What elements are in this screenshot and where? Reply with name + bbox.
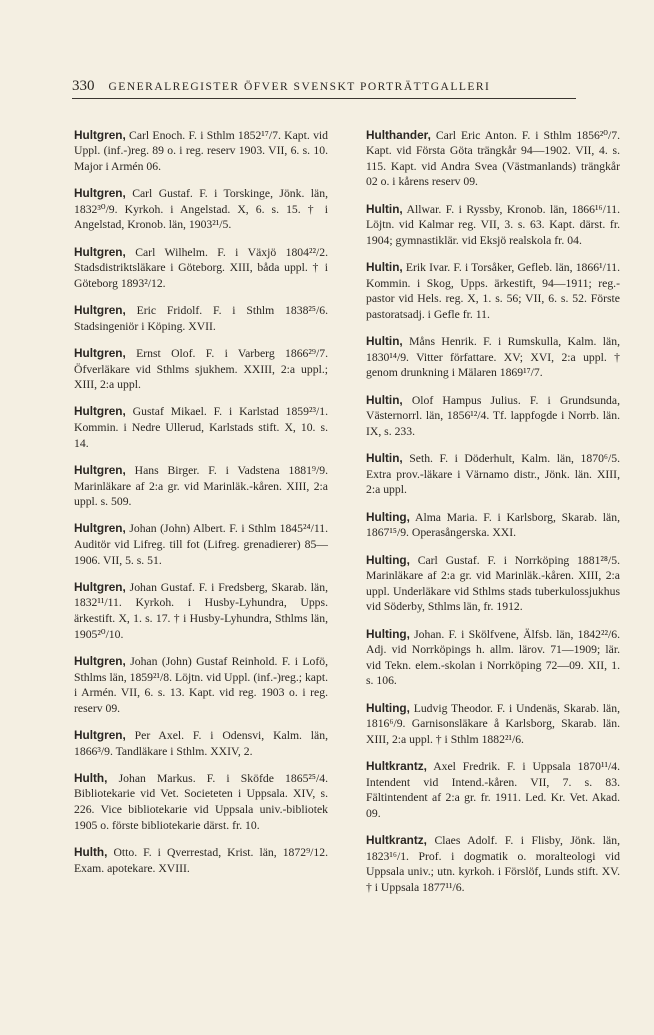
- entry-surname: Hulth,: [74, 844, 108, 859]
- register-entry: [366, 128, 620, 190]
- entry-text: Axel Fredrik. F. i Uppsala 1870¹¹/4. Intendent vid Intend.-kåren. VII, 7. s. 83. Fältintendent af 2:a gr. fr. 1911. Led. Kr. Vet. Akad. 09.: [366, 760, 620, 820]
- register-entry: [366, 202, 620, 249]
- register-entry: [74, 404, 328, 451]
- register-entry: [366, 334, 620, 381]
- entry-surname: Hultin,: [366, 260, 403, 275]
- register-entry: [74, 845, 328, 876]
- entry-surname: Hultgren,: [74, 345, 126, 360]
- entry-text: Allwar. F. i Ryssby, Kronob. län, 1866¹⁶/11. Löjtn. vid Kalmar reg. VII, 3. s. 63. Kapt. därst. fr. 1904; gymnastiklär. vid Eksjö realskola fr. 04.: [366, 202, 620, 247]
- register-entry: [74, 521, 328, 568]
- register-entry: [74, 771, 328, 833]
- entry-text: Olof Hampus Julius. F. i Grundsunda, Västernorrl. län, 1856¹²/4. Tf. lappfogde i Norrb. län. IX, s. 233.: [366, 393, 620, 438]
- entry-surname: Hultgren,: [74, 186, 126, 201]
- entry-surname: Hultin,: [366, 334, 403, 349]
- entry-text: Per Axel. F. i Odensvi, Kalm. län, 1866³/9. Tandläkare i Sthlm. XXIV, 2.: [74, 728, 329, 758]
- entry-surname: Hultin,: [366, 451, 403, 466]
- entry-surname: Hulthander,: [366, 127, 431, 142]
- entry-text: Seth. F. i Döderhult, Kalm. län, 1870⁶/5. Extra prov.-läkare i Värnamo distr., Jönk. län. XIII, 2:a uppl.: [366, 452, 621, 497]
- entry-surname: Hulting,: [366, 626, 410, 641]
- entry-surname: Hultin,: [366, 392, 403, 407]
- entry-text: Carl Gustaf. F. i Norrköping 1881²⁸/5. Marinläkare af 2:a gr. vid Marinläk.-kåren. XIII, 2:a uppl. Underläkare vid Sthlms stads tuberkulossjukhus vid Söderby, Sthlms län, fr. 1912.: [366, 553, 621, 614]
- entry-text: Johan (John) Albert. F. i Sthlm 1845²⁴/11. Auditör vid Lifreg. till fot (Lifreg. grenadierer) 85—1906. VII, 5. s. 51.: [74, 522, 328, 567]
- entry-text: Otto. F. i Qverrestad, Krist. län, 1872⁹/12. Exam. apotekare. XVIII.: [74, 845, 329, 875]
- entry-surname: Hultgren,: [74, 727, 126, 742]
- entry-surname: Hulting,: [366, 700, 410, 715]
- register-entry: [366, 759, 620, 821]
- entry-text: Johan. F. i Skölfvene, Älfsb. län, 1842²²/6. Adj. vid Norrköpings h. allm. lärov. 71—1909; lär. vid Tekn. elem.-skolan i Norrköping 72—09. XII, 1. s. 106.: [366, 627, 620, 688]
- entry-text: Johan (John) Gustaf Reinhold. F. i Lofö, Sthlms län, 1859²¹/8. Löjtn. vid Uppl. (inf.-)reg.; kapt. i Armén. VII, 6. s. 13. Kapt. vid reg. 1903 o. i reg. reserv 09.: [74, 654, 329, 715]
- page-header: [72, 78, 576, 99]
- entry-text: Gustaf Mikael. F. i Karlstad 1859²³/1. Kommin. i Nedre Ullerud, Karlstads stift. X, 10. s. 14.: [74, 405, 328, 450]
- register-entry: [366, 627, 620, 689]
- entry-text: Alma Maria. F. i Karlsborg, Skarab. län, 1867¹⁵/9. Operasångerska. XXI.: [366, 510, 620, 540]
- entry-surname: Hulting,: [366, 552, 410, 567]
- register-entry: [74, 303, 328, 334]
- register-entry: [74, 463, 328, 510]
- register-entry: [74, 245, 328, 292]
- register-entry: [74, 654, 328, 716]
- entry-surname: Hultin,: [366, 201, 403, 216]
- register-entry: [366, 701, 620, 748]
- entry-text: Ernst Olof. F. i Varberg 1866²⁹/7. Öfverläkare vid Sthlms sjukhem. XXIII, 2:a uppl.; XIII, 2:a uppl.: [74, 346, 328, 392]
- entry-text: Erik Ivar. F. i Torsåker, Gefleb. län, 1866¹/11. Kommin. i Skog, Upps. ärkestift, 94—1911; reg.-pastor vid Hels. reg. X, 1. s. 56; VII, 6. s. 52. Förste pastoratsadj. i Gefle fr. 11.: [366, 261, 620, 321]
- entry-text: Johan Markus. F. i Sköfde 1865²⁵/4. Bibliotekarie vid Vet. Societeten i Uppsala. XIV, s. 226. Vice bibliotekarie vid Uppsala univ.-bibliotek 1905 o. förste bibliotekarie därst. fr. 10.: [74, 771, 328, 832]
- entry-text: Carl Enoch. F. i Sthlm 1852¹⁷/7. Kapt. vid Uppl. (inf.-)reg. 89 o. i reg. reserv 1903. VII, 6. s. 10. Major i Armén 06.: [74, 128, 328, 173]
- entry-text: Eric Fridolf. F. i Sthlm 1838²⁵/6. Stadsingeniör i Köping. XVII.: [74, 304, 329, 333]
- right-column: [366, 116, 620, 904]
- entry-text: Johan Gustaf. F. i Fredsberg, Skarab. län, 1832¹¹/11. Kyrkoh. i Husby-Lyhundra, Upps. ärkestift. X, 1. s. 17. † i Husby-Lyhundra, Sthlms län, 1905²⁰/10.: [74, 580, 328, 641]
- register-entry: [366, 553, 620, 615]
- left-column: [74, 116, 328, 884]
- entry-surname: Hultkrantz,: [366, 833, 427, 848]
- page-number: 330: [72, 78, 95, 94]
- register-entry: [74, 728, 328, 759]
- entry-surname: Hultkrantz,: [366, 759, 427, 774]
- running-title: GENERALREGISTER ÖFVER SVENSKT PORTRÄTTGALLERI: [108, 81, 491, 93]
- register-entry: [366, 451, 620, 498]
- entry-surname: Hultgren,: [74, 404, 126, 419]
- register-entry: [366, 260, 620, 322]
- entry-surname: Hultgren,: [74, 579, 126, 594]
- register-entry: [74, 346, 328, 393]
- entry-surname: Hultgren,: [74, 303, 126, 318]
- entry-text: Ludvig Theodor. F. i Undenäs, Skarab. län, 1816⁶/9. Garnisonsläkare å Karlsborg, Skarab. län. XIII, 2:a uppl. † i Sthlm 1882²¹/6.: [366, 701, 621, 746]
- entry-surname: Hultgren,: [74, 521, 126, 536]
- register-entry: [366, 510, 620, 541]
- register-entry: [74, 580, 328, 642]
- entry-surname: Hultgren,: [74, 127, 126, 142]
- register-entry: [366, 393, 620, 440]
- register-entry: [74, 186, 328, 233]
- register-entry: [74, 128, 328, 175]
- entry-text: Carl Gustaf. F. i Torskinge, Jönk. län, 1832³⁰/9. Kyrkoh. i Angelstad. X, 6. s. 15. † i Angelstad, Kronob. län, 1903²¹/5.: [74, 187, 329, 232]
- entry-text: Carl Wilhelm. F. i Växjö 1804²²/2. Stadsdistriktsläkare i Göteborg. XIII, båda uppl. † i Göteborg 1893²/12.: [74, 245, 328, 290]
- entry-text: Claes Adolf. F. i Flisby, Jönk. län, 1823¹⁶/1. Prof. i dogmatik o. moralteologi vid Uppsala univ.; utn. kyrkoh. i Förslöf, Lunds stift. XV. † i Uppsala 1877¹¹/6.: [366, 834, 621, 894]
- entry-text: Carl Eric Anton. F. i Sthlm 1856²⁰/7. Kapt. vid Första Göta trängkår 94—1902. VII, 4. s. 115. Kapt. vid Andra Svea (Västmanlands) trängkår 02 o. i kårens reserv 09.: [366, 128, 620, 189]
- entry-text: Måns Henrik. F. i Rumskulla, Kalm. län, 1830¹⁴/9. Vitter författare. XV; XVI, 2:a uppl. † genom drunkning i Mälaren 1869¹⁷/7.: [366, 335, 620, 380]
- entry-surname: Hulting,: [366, 509, 410, 524]
- register-entry: [366, 833, 620, 895]
- entry-surname: Hultgren,: [74, 244, 126, 259]
- entry-text: Hans Birger. F. i Vadstena 1881⁹/9. Marinläkare af 2:a gr. vid Marinläk.-kåren. XIII, 2:a uppl. s. 509.: [74, 463, 329, 509]
- entry-surname: Hulth,: [74, 770, 108, 785]
- entry-surname: Hultgren,: [74, 653, 126, 668]
- entry-surname: Hultgren,: [74, 462, 126, 477]
